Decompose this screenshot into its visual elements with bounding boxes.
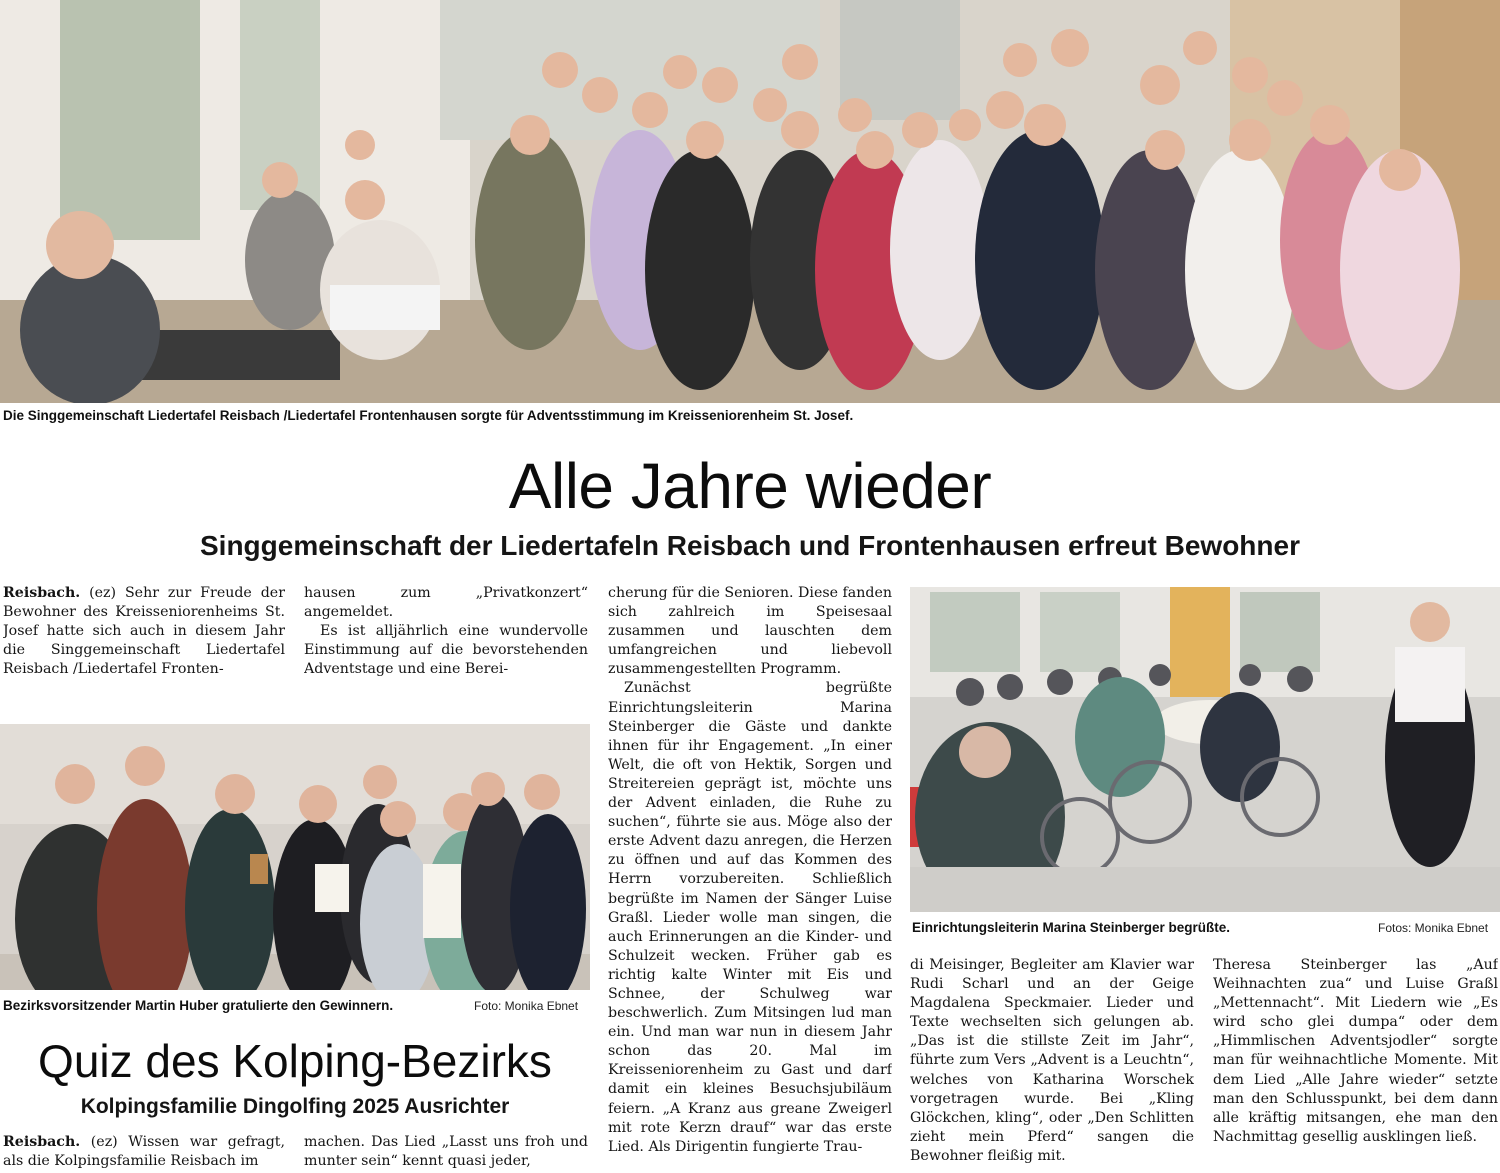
quiz-subheadline: Kolpingsfamilie Dingolfing 2025 Ausrichter — [80, 1095, 510, 1118]
headline: Alle Jahre wieder — [508, 450, 992, 522]
article-column-2 — [304, 584, 588, 684]
quiz-col2-text: machen. Das Lied „Lasst uns froh und munter sein“ kennt quasi jeder, — [304, 1134, 588, 1170]
dateline-place: Reisbach. — [3, 585, 81, 601]
article-column-4 — [910, 956, 1194, 1173]
quiz-column-1 — [3, 1133, 285, 1173]
quiz-headline: Quiz des Kolping-Bezirks — [38, 1035, 552, 1087]
article-col3-p2: Zunächst begrüßte Einrichtungsleiterin Marina Steinberger die Gäste und dankte ihnen für ihr Engagement. „In einer Welt, die oft von Hektik, Sorgen und Streitereien geprägt ist, möchte uns der Advent einladen, die Ruhe zu suchen“, führte sie aus. Möge also der erste Advent dazu anregen, die Herzen zu öffnen und auf das Kommen des Herrn vorzubereiten. Schließlich begrüßte im Namen der Sänger Luise Graßl. Lieder wolle man singen, die auch Erinnerungen an die Kinder- und Schulzeit wecken. Früher gab es richtig kalte Winter mit Eis und Schnee, der Schulweg war beschwerlich. Zum Mitsingen lud man ein. Und man war nun in diesem Jahr schon das 20. Mal im Kreisseniorenheim zu Gast und darf damit ein kleines Besuchsjubiläum feiern. „A Kranz aus greane Zweigerl mit rote Kerzn drauf“ war das erste Lied. Als Dirigentin fungierte Trau- — [608, 680, 892, 1155]
quiz-dateline-place: Reisbach. — [3, 1134, 81, 1150]
top-photo — [0, 0, 1500, 403]
subheadline: Singgemeinschaft der Liedertafeln Reisbach und Frontenhausen erfreut Bewohner — [200, 530, 1300, 561]
quiz-col1-text: (ez) Wissen war gefragt, als die Kolpingsfamilie Reisbach im — [3, 1134, 285, 1170]
right-photo-caption: Einrichtungsleiterin Marina Steinberger begrüßte. — [912, 920, 1231, 935]
left-photo-credit: Foto: Monika Ebnet — [474, 999, 579, 1013]
quiz-column-2 — [304, 1133, 588, 1173]
top-photo-caption: Die Singgemeinschaft Liedertafel Reisbach /Liedertafel Frontenhausen sorgte für Adventsstimmung im Kreisseniorenheim St. Josef. — [3, 408, 854, 423]
article-column-1 — [3, 584, 285, 684]
article-col5-p1: Theresa Steinberger las „Auf Weihnachten zua“ und Luise Graßl „Mettennacht“. Mit Liedern wie „Es wird scho glei dumpa“ oder dem „Himmlischen Adventsjodler“ sorgte man für weihnachtliche Momente. Mit dem Lied „Alle Jahre wieder“ setzte man den Schlusspunkt, bei dem dann alle kräftig mitsangen, ehe man den Nachmittag gesellig ausklingen ließ. — [1213, 957, 1498, 1145]
article-col4-p1: di Meisinger, Begleiter am Klavier war Rudi Scharl und an der Geige Magdalena Speckmaier. Lieder und Texte wechselten sich gelungen ab. „Das ist die stillste Zeit im Jahr“, führte zum Vers „Advent is a Leuchtn“, welches von Katharina Worschek vorgetragen wurde. Bei „Kling Glöckchen, kling“, oder „Den Schlitten zieht mein Pferd“ sangen die Bewohner fleißig mit. — [910, 957, 1194, 1164]
left-photo-caption: Bezirksvorsitzender Martin Huber gratulierte den Gewinnern. — [3, 998, 394, 1013]
article-column-5 — [1213, 956, 1498, 1173]
article-col3-p1: cherung für die Senioren. Diese fanden sich zahlreich im Speisesaal zusammen und lauschten dem umfangreichen und liebevoll zusammengestellten Programm. — [608, 585, 892, 678]
article-col2-p1: hausen zum „Privatkonzert“ angemeldet. — [304, 585, 588, 621]
article-col2-p2: Es ist alljährlich eine wundervolle Einstimmung auf die bevorstehenden Adventstage und eine Berei- — [304, 623, 588, 678]
article-col1-text: (ez) Sehr zur Freude der Bewohner des Kreisseniorenheims St. Josef hatte sich auch in diesem Jahr die Singgemeinschaft Liedertafel Reisbach /Liedertafel Fronten- — [3, 585, 285, 678]
left-photo — [0, 724, 590, 990]
right-photo-credit: Fotos: Monika Ebnet — [1378, 921, 1489, 935]
right-photo — [910, 587, 1500, 912]
article-column-3 — [608, 584, 892, 1173]
